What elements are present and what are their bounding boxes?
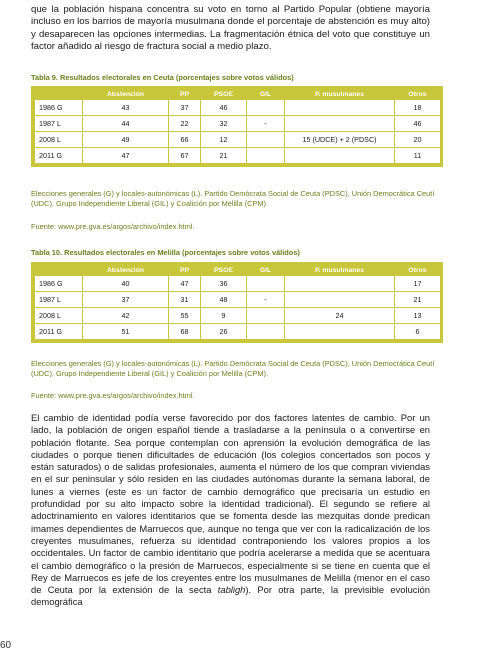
table-cell: 42: [83, 308, 169, 324]
table-cell: 2008 L: [35, 132, 83, 148]
table-cell: 2008 L: [35, 308, 83, 324]
table-cell: 66: [169, 132, 201, 148]
table-cell: 6: [395, 324, 441, 340]
table-cell: 13: [395, 308, 441, 324]
table-cell: [247, 148, 285, 164]
table10: [31, 262, 443, 343]
table-cell: 2011 G: [35, 324, 83, 340]
table10-note: Elecciones generales (G) y locales-autonómicas (L). Partido Demócrata Social de Ceuta (PDSC), Unión Democrática Ceutí (UDC), Grupo Independiente Liberal (GIL) y Coalición por Melilla (CPM).: [31, 359, 435, 379]
table-cell: 2011 G: [35, 148, 83, 164]
table-row: [35, 324, 441, 340]
table-cell: 1987 L: [35, 116, 83, 132]
table-cell: 40: [83, 276, 169, 292]
table-row: [35, 132, 441, 148]
table9-header-gil: GIL: [247, 89, 285, 100]
table-cell: 18: [395, 100, 441, 116]
table-row: [35, 308, 441, 324]
table-cell: 1986 G: [35, 100, 83, 116]
table-cell: 9: [201, 308, 247, 324]
table-cell: [285, 148, 395, 164]
table10-header-musulmanes: P. musulmanes: [285, 265, 395, 276]
table-cell: 47: [169, 276, 201, 292]
table9-header-psoe: PSOE: [201, 89, 247, 100]
table10-header-psoe: PSOE: [201, 265, 247, 276]
body-text-part2: ). Por otra parte, la previsible evolución demográfica: [31, 584, 430, 608]
page-number: 60: [0, 640, 12, 651]
table-cell: 67: [169, 148, 201, 164]
table-cell: 15 (UDCE) + 2 (PDSC): [285, 132, 395, 148]
table-cell: 21: [201, 148, 247, 164]
table-cell: 37: [83, 292, 169, 308]
table9-header-musulmanes: P. musulmanes: [285, 89, 395, 100]
table-cell: [247, 308, 285, 324]
table-cell: 36: [201, 276, 247, 292]
table10-source[interactable]: Fuente: www.pre.gva.es/argos/archivo/index.html.: [31, 391, 195, 400]
table-cell: 17: [395, 276, 441, 292]
table-cell: [285, 276, 395, 292]
table-row: [35, 116, 441, 132]
table9-header-row: [35, 89, 441, 100]
table-cell: [285, 100, 395, 116]
table-row: [35, 148, 441, 164]
table-cell: 21: [395, 292, 441, 308]
table-cell: -: [247, 292, 285, 308]
table-cell: 32: [201, 116, 247, 132]
table-cell: 47: [83, 148, 169, 164]
body-text-part1: El cambio de identidad podía verse favorecido por dos factores latentes de cambio. Por un lado, la población de origen español tiende a trasladarse a la península o a convertirse en población flotante. Sea porque contemplan con aprensión la evolución demográfica de las ciudades o porque tienen dificultades de educación (los colegios concertados son pocos y están saturados) o de salidas profesionales, aumenta el número de los que compran viviendas en el sur peninsular y sólo residen en las ciudades autónomas durante la semana laboral, de lunes a viernes (este es un factor de cambio demográfico que precisaría un estudio en profundidad por su alto impacto sobre la identidad tradicional). El segundo se refiere al adoctrinamiento en valores identitarios que se fomenta desde las mezquitas donde predican imames dependientes de Marruecos que, aunque no tenga que ver con la radicalización de los creyentes musulmanes, refuerza su identidad contraponiendo los valores propios a los occidentales. Un factor de cambio identitario que podría acelerarse a medida que se acentuara el cambio demográfico o la presión de Marruecos, especialmente si se tiene en cuenta que el Rey de Marruecos es jefe de los creyentes entre los musulmanes de Melilla (menor en el caso de Ceuta por la extensión de la secta: [31, 412, 430, 596]
table10-header-pp: PP: [169, 265, 201, 276]
table-cell: 49: [83, 132, 169, 148]
table-cell: 1986 G: [35, 276, 83, 292]
body-paragraph: [31, 412, 430, 609]
table-row: [35, 100, 441, 116]
table10-header-row: [35, 265, 441, 276]
table-cell: [247, 132, 285, 148]
table-cell: [247, 100, 285, 116]
table9-header-pp: PP: [169, 89, 201, 100]
table10-header-gil: GIL: [247, 265, 285, 276]
table-cell: [247, 276, 285, 292]
table-cell: 20: [395, 132, 441, 148]
table-cell: 12: [201, 132, 247, 148]
table-cell: 43: [83, 100, 169, 116]
table9-note: Elecciones generales (G) y locales-autonómicas (L). Partido Demócrata Social de Ceuta (PDSC), Unión Democrática Ceutí (UDC), Grupo Independiente Liberal (GIL) y Coalición por Melilla (CPM).: [31, 189, 435, 209]
table9-caption: Tabla 9. Resultados electorales en Ceuta (porcentajes sobre votos válidos): [31, 73, 294, 82]
table-cell: [285, 292, 395, 308]
table-cell: 1987 L: [35, 292, 83, 308]
table-cell: 22: [169, 116, 201, 132]
table9-header-otros: Otros: [395, 89, 441, 100]
table-cell: [285, 324, 395, 340]
table-cell: [247, 324, 285, 340]
table-cell: 24: [285, 308, 395, 324]
body-text-italic: tabligh: [217, 584, 246, 596]
table-cell: 11: [395, 148, 441, 164]
table-cell: 68: [169, 324, 201, 340]
table9: [31, 86, 443, 167]
table-cell: 55: [169, 308, 201, 324]
table-cell: 46: [201, 100, 247, 116]
table-cell: 26: [201, 324, 247, 340]
table-cell: 48: [201, 292, 247, 308]
table9-header-abstencion: Abstención: [83, 89, 169, 100]
table10-header-abstencion: Abstención: [83, 265, 169, 276]
table9-source[interactable]: Fuente: www.pre.gva.es/argos/archivo/index.html.: [31, 222, 195, 231]
table-cell: 46: [395, 116, 441, 132]
intro-paragraph: que la población hispana concentra su voto en torno al Partido Popular (obtiene mayoría incluso en los barrios de mayoría musulmana donde el porcentaje de abstención es muy alto) y desaparecen las opciones intermedias. La fragmentación étnica del voto que constituye un factor añadido al riesgo de fractura social a medio plazo.: [31, 4, 430, 53]
table10-caption: Tabla 10. Resultados electorales en Melilla (porcentajes sobre votos válidos): [31, 248, 300, 257]
table-cell: 37: [169, 100, 201, 116]
table9-header-year: [35, 89, 83, 100]
table10-header-otros: Otros: [395, 265, 441, 276]
table-row: [35, 276, 441, 292]
table-cell: [285, 116, 395, 132]
table-cell: -: [247, 116, 285, 132]
table-cell: 44: [83, 116, 169, 132]
table-cell: 51: [83, 324, 169, 340]
table-row: [35, 292, 441, 308]
table-cell: 31: [169, 292, 201, 308]
table10-header-year: [35, 265, 83, 276]
